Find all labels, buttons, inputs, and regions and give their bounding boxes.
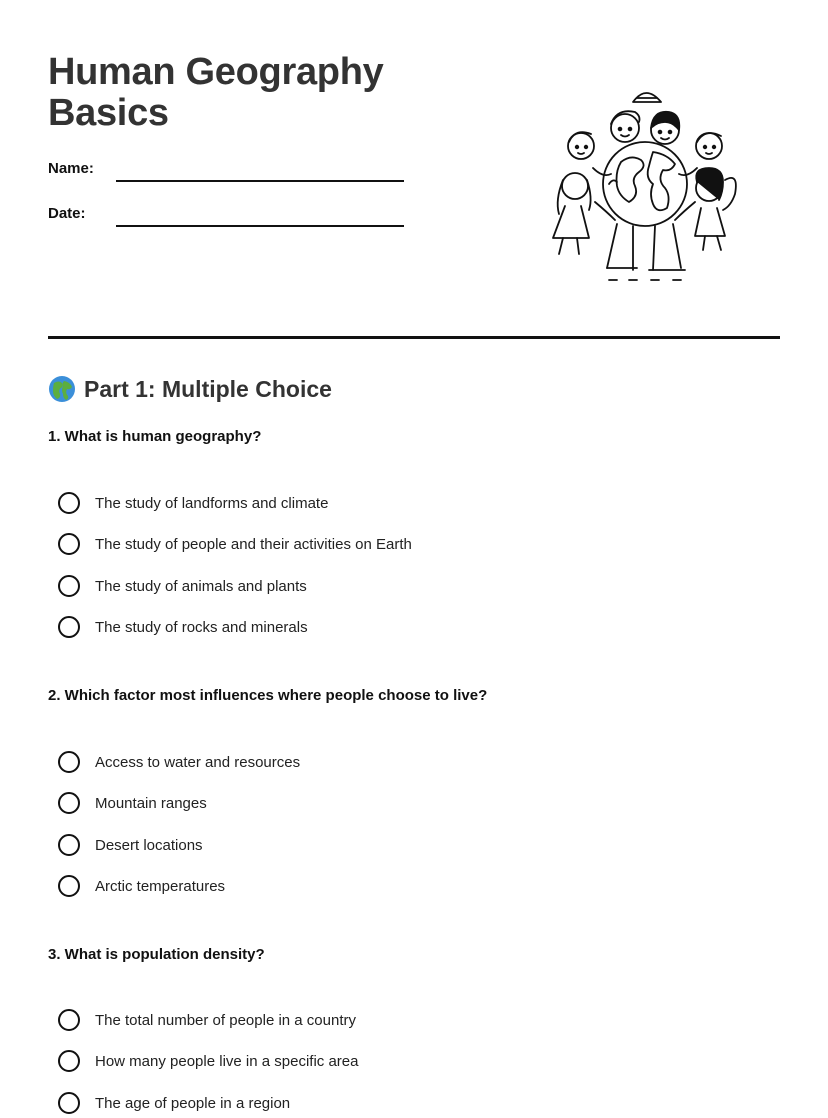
option-label: The total number of people in a country — [95, 1011, 356, 1029]
date-write-line[interactable] — [116, 225, 404, 227]
radio-button[interactable] — [58, 1050, 80, 1072]
option-label: Desert locations — [95, 836, 203, 854]
option-label: The study of landforms and climate — [95, 494, 329, 512]
option-label: The study of people and their activities on Earth — [95, 535, 412, 553]
question-1-option-a[interactable] — [58, 491, 328, 515]
name-label: Name: — [48, 160, 94, 177]
question-2: 2. Which factor most influences where people choose to live? — [48, 687, 488, 704]
question-3-option-b[interactable] — [58, 1049, 358, 1073]
radio-button[interactable] — [58, 751, 80, 773]
option-label: The age of people in a region — [95, 1094, 291, 1112]
part1-heading — [48, 374, 332, 404]
name-write-line[interactable] — [116, 180, 404, 182]
name-field — [48, 158, 408, 188]
question-2-option-a[interactable] — [58, 750, 300, 774]
date-field — [48, 203, 408, 233]
radio-button[interactable] — [58, 616, 80, 638]
question-2-option-d[interactable] — [58, 874, 225, 898]
globe-icon — [48, 375, 76, 403]
question-2-option-b[interactable] — [58, 791, 207, 815]
radio-button[interactable] — [58, 533, 80, 555]
radio-button[interactable] — [58, 575, 80, 597]
radio-button[interactable] — [58, 834, 80, 856]
radio-button[interactable] — [58, 792, 80, 814]
option-label: The study of rocks and minerals — [95, 618, 308, 636]
section-divider — [48, 336, 780, 339]
children-around-globe-illustration — [545, 84, 745, 284]
radio-button[interactable] — [58, 492, 80, 514]
date-label: Date: — [48, 205, 86, 222]
option-label: Arctic temperatures — [95, 877, 226, 895]
question-1: 1. What is human geography? — [48, 428, 262, 445]
radio-button[interactable] — [58, 1092, 80, 1114]
option-label: How many people live in a specific area — [95, 1052, 359, 1070]
worksheet-title — [48, 52, 468, 134]
question-3: 3. What is population density? — [48, 946, 265, 963]
question-3-option-c[interactable] — [58, 1091, 290, 1115]
option-label: Access to water and resources — [95, 753, 301, 771]
title-line-1: Human Geography — [48, 51, 384, 93]
radio-button[interactable] — [58, 1009, 80, 1031]
question-3-option-a[interactable] — [58, 1008, 356, 1032]
question-2-option-c[interactable] — [58, 833, 203, 857]
radio-button[interactable] — [58, 875, 80, 897]
part1-title: Part 1: Multiple Choice — [84, 375, 332, 402]
option-label: The study of animals and plants — [95, 577, 307, 595]
question-1-option-c[interactable] — [58, 574, 307, 598]
option-label: Mountain ranges — [95, 794, 207, 812]
question-1-option-b[interactable] — [58, 532, 412, 556]
question-1-option-d[interactable] — [58, 615, 308, 639]
title-line-2: Basics — [48, 92, 169, 134]
